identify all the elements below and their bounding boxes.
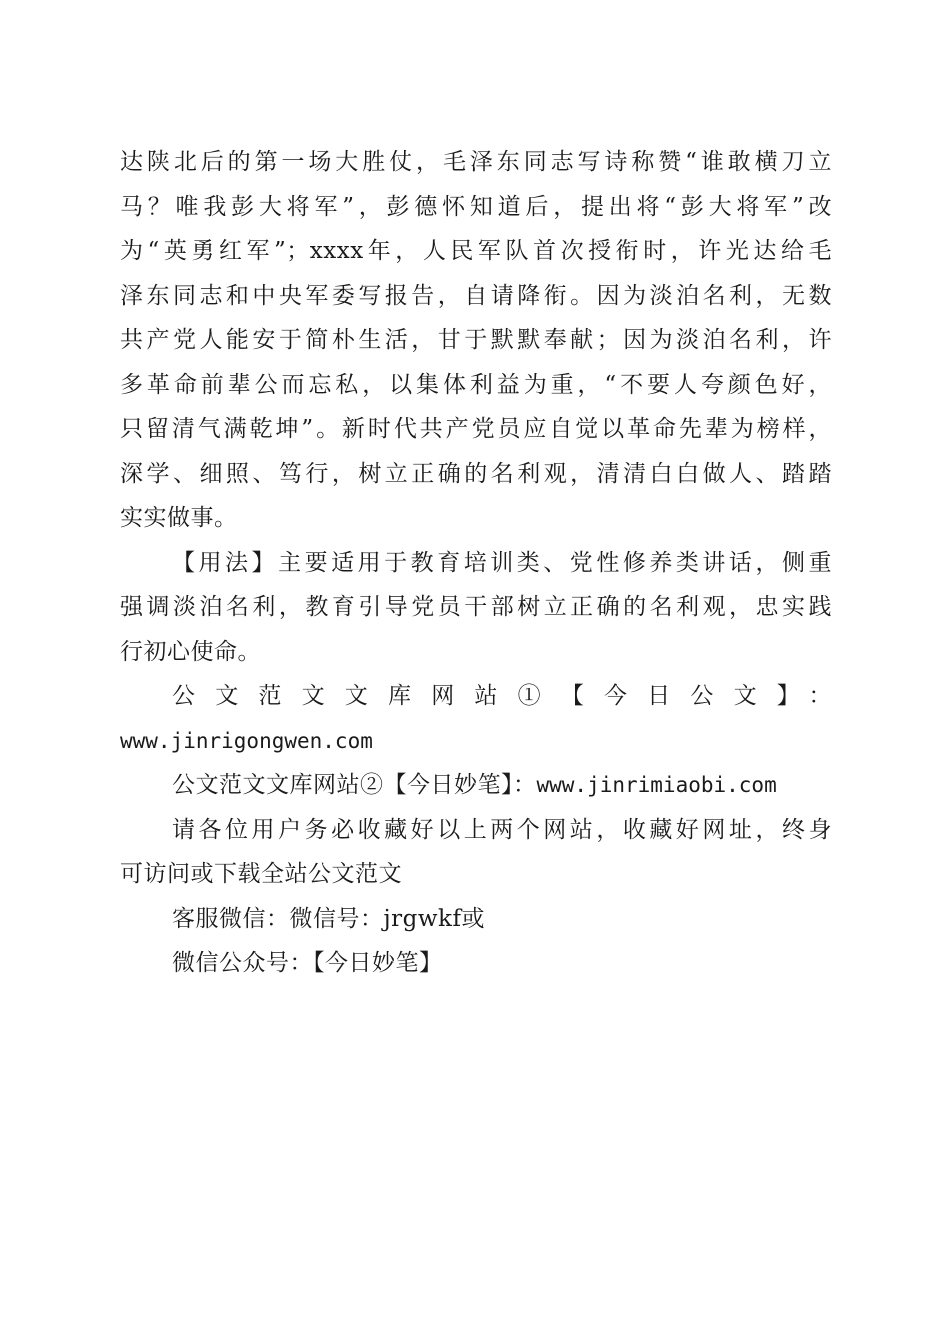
wechat-official-account: 微信公众号：【今日妙笔】 xyxy=(172,950,443,976)
text-line: 只留清气满乾坤”。新时代共产党员应自觉以革命先辈为榜样， xyxy=(120,416,832,442)
website-1-label: 公文范文文库网站①【今日公文】： xyxy=(172,683,832,709)
text-line: 强调淡泊名利，教育引导党员干部树立正确的名利观，忠实践 xyxy=(120,594,832,620)
website-1-url[interactable]: www.jinrigongwen.com xyxy=(120,728,373,753)
document-page xyxy=(120,140,832,986)
paragraph-history xyxy=(120,140,832,541)
text-line: 实实做事。 xyxy=(120,505,238,531)
text-line: 为“英勇红军”；xxxx年，人民军队首次授衔时，许光达给毛 xyxy=(120,238,832,264)
paragraph-usage xyxy=(120,541,832,675)
text-line: 行初心使命。 xyxy=(120,638,261,665)
text-line: 深学、细照、笃行，树立正确的名利观，清清白白做人、踏踏 xyxy=(120,460,832,487)
text-line: 【用法】主要适用于教育培训类、党性修养类讲话，侧重 xyxy=(172,549,832,576)
website-2-url[interactable]: www.jinrimiaobi.com xyxy=(536,773,777,797)
website-2 xyxy=(120,763,832,808)
notice xyxy=(120,808,832,897)
website-2-label: 公文范文文库网站②【今日妙笔】： xyxy=(172,772,537,798)
text-line: 多革命前辈公而忘私，以集体利益为重，“不要人夸颜色好， xyxy=(120,371,832,398)
text-line: 马？唯我彭大将军”，彭德怀知道后，提出将“彭大将军”改 xyxy=(120,193,832,220)
text-line: 共产党人能安于简朴生活，甘于默默奉献；因为淡泊名利，许 xyxy=(120,327,832,353)
text-line: 达陕北后的第一场大胜仗，毛泽东同志写诗称赞“谁敢横刀立 xyxy=(120,149,832,175)
website-1 xyxy=(120,674,832,763)
customer-service-wechat: 客服微信：微信号：jrgwkf或 xyxy=(172,905,485,932)
text-line: 泽东同志和中央军委写报告，自请降衔。因为淡泊名利，无数 xyxy=(120,282,832,309)
text-line: 可访问或下载全站公文范文 xyxy=(120,861,402,887)
text-line: 请各位用户务必收藏好以上两个网站，收藏好网址，终身 xyxy=(172,816,832,843)
